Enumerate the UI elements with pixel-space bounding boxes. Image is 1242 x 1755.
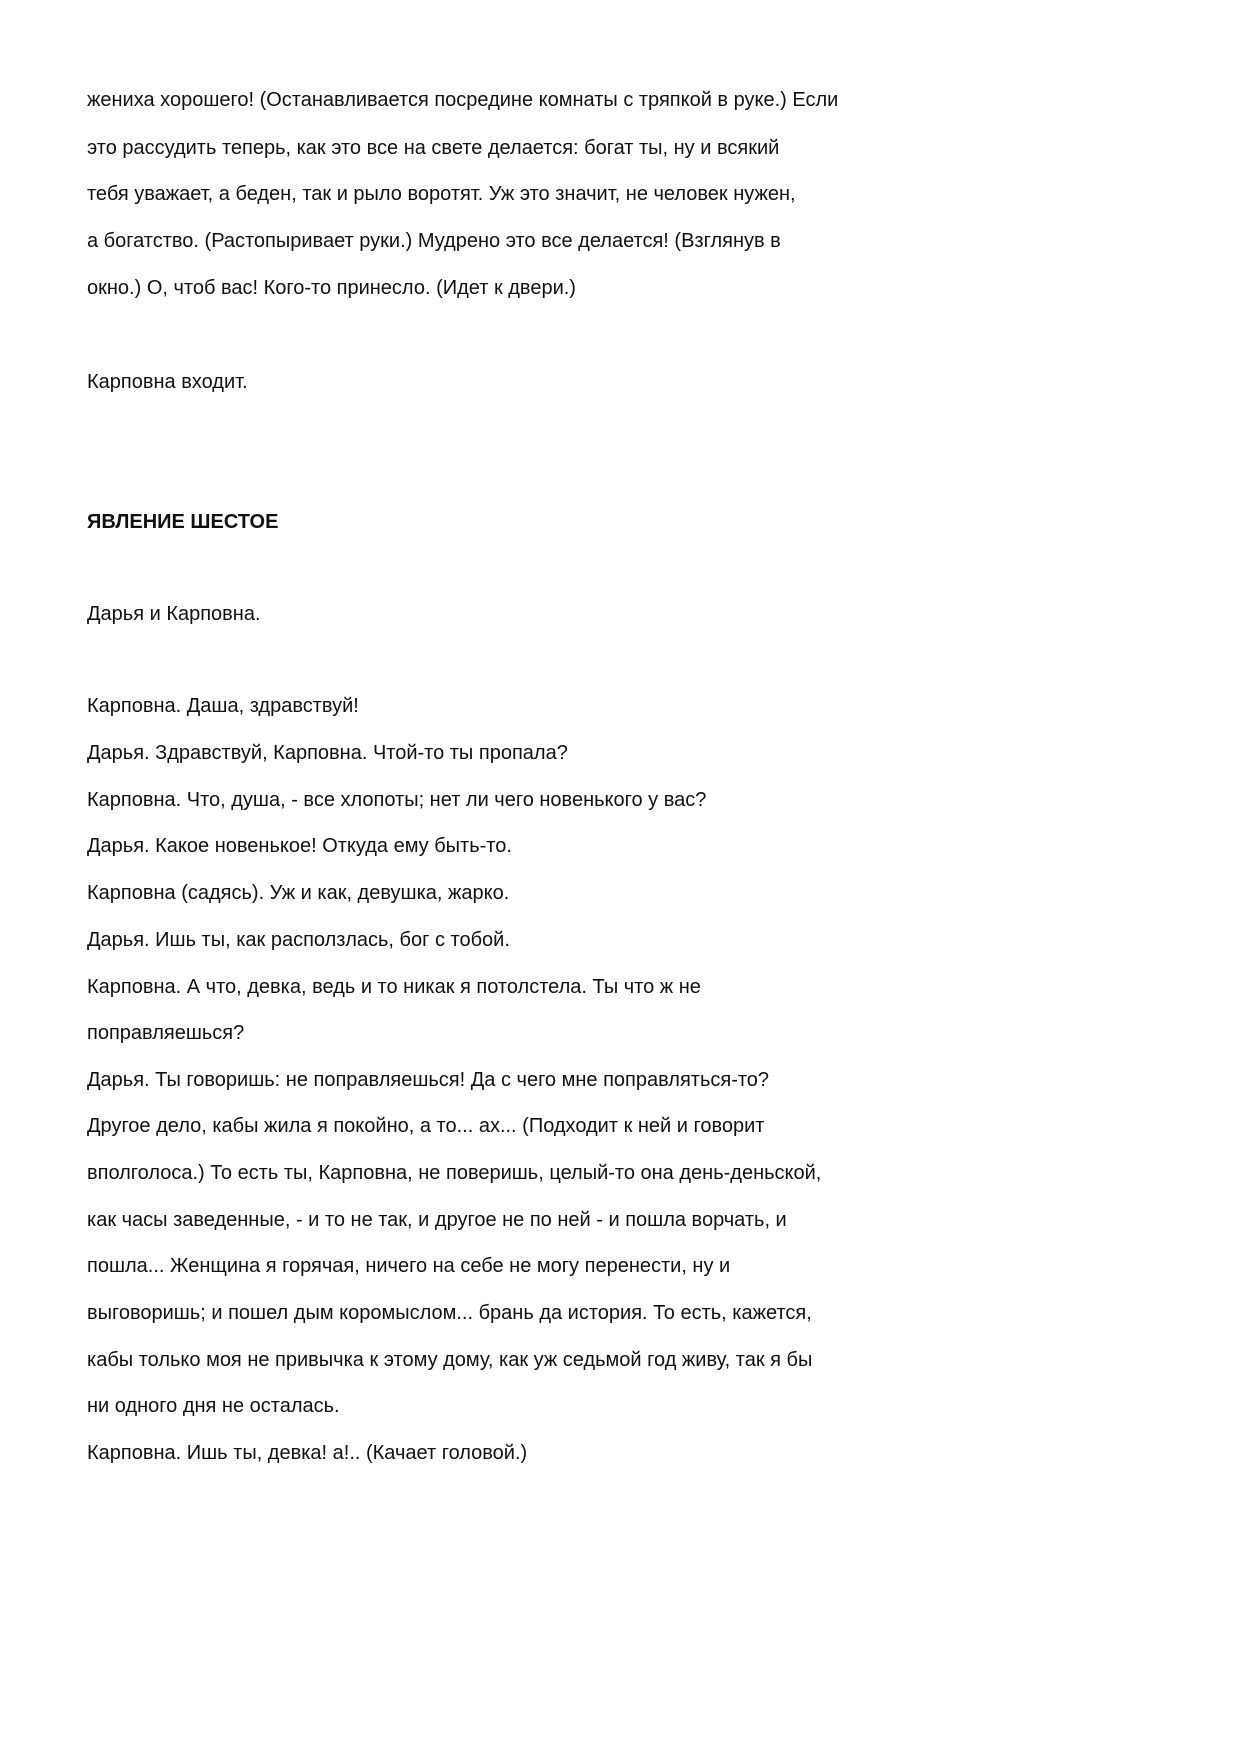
- dialogue-line: выговоришь; и пошел дым коромыслом... брань да история. То есть, кажется,: [87, 1302, 812, 1324]
- dialogue-line: как часы заведенные, - и то не так, и другое не по ней - и пошла ворчать, и: [87, 1209, 787, 1231]
- dialogue-line: Другое дело, кабы жила я покойно, а то... ах... (Подходит к ней и говорит: [87, 1115, 765, 1137]
- dialogue-line: Карповна. Ишь ты, девка! а!.. (Качает головой.): [87, 1442, 528, 1464]
- stage-direction: Карповна входит.: [87, 371, 248, 393]
- text-line: а богатство. (Растопыривает руки.) Мудрено это все делается! (Взглянув в: [87, 230, 781, 252]
- dialogue-line: Карповна. А что, девка, ведь и то никак я потолстела. Ты что ж не: [87, 976, 701, 998]
- dialogue-line: Дарья. Здравствуй, Карповна. Чтой-то ты пропала?: [87, 742, 568, 764]
- text-line: жениха хорошего! (Останавливается посредине комнаты с тряпкой в руке.) Если: [87, 89, 839, 111]
- dialogue-line: Дарья. Какое новенькое! Откуда ему быть-то.: [87, 835, 512, 857]
- dialogue-line: Дарья. Ишь ты, как расползлась, бог с тобой.: [87, 929, 510, 951]
- stage-direction: Дарья и Карповна.: [87, 603, 261, 625]
- dialogue-line: поправляешься?: [87, 1022, 245, 1044]
- dialogue-line: Карповна. Даша, здравствуй!: [87, 695, 359, 717]
- dialogue-line: Карповна (садясь). Уж и как, девушка, жарко.: [87, 882, 510, 904]
- dialogue-line: ни одного дня не осталась.: [87, 1395, 340, 1417]
- scene-heading: ЯВЛЕНИЕ ШЕСТОЕ: [87, 511, 279, 533]
- text-line: окно.) О, чтоб вас! Кого-то принесло. (Идет к двери.): [87, 277, 576, 299]
- dialogue-line: Карповна. Что, душа, - все хлопоты; нет ли чего новенького у вас?: [87, 789, 707, 811]
- dialogue-line: пошла... Женщина я горячая, ничего на себе не могу перенести, ну и: [87, 1255, 731, 1277]
- text-line: это рассудить теперь, как это все на свете делается: богат ты, ну и всякий: [87, 137, 780, 159]
- dialogue-line: кабы только моя не привычка к этому дому, как уж седьмой год живу, так я бы: [87, 1349, 813, 1371]
- dialogue-line: Дарья. Ты говоришь: не поправляешься! Да с чего мне поправляться-то?: [87, 1069, 770, 1091]
- text-line: тебя уважает, а беден, так и рыло воротят. Уж это значит, не человек нужен,: [87, 183, 796, 205]
- dialogue-line: вполголоса.) То есть ты, Карповна, не поверишь, целый-то она день-деньской,: [87, 1162, 822, 1184]
